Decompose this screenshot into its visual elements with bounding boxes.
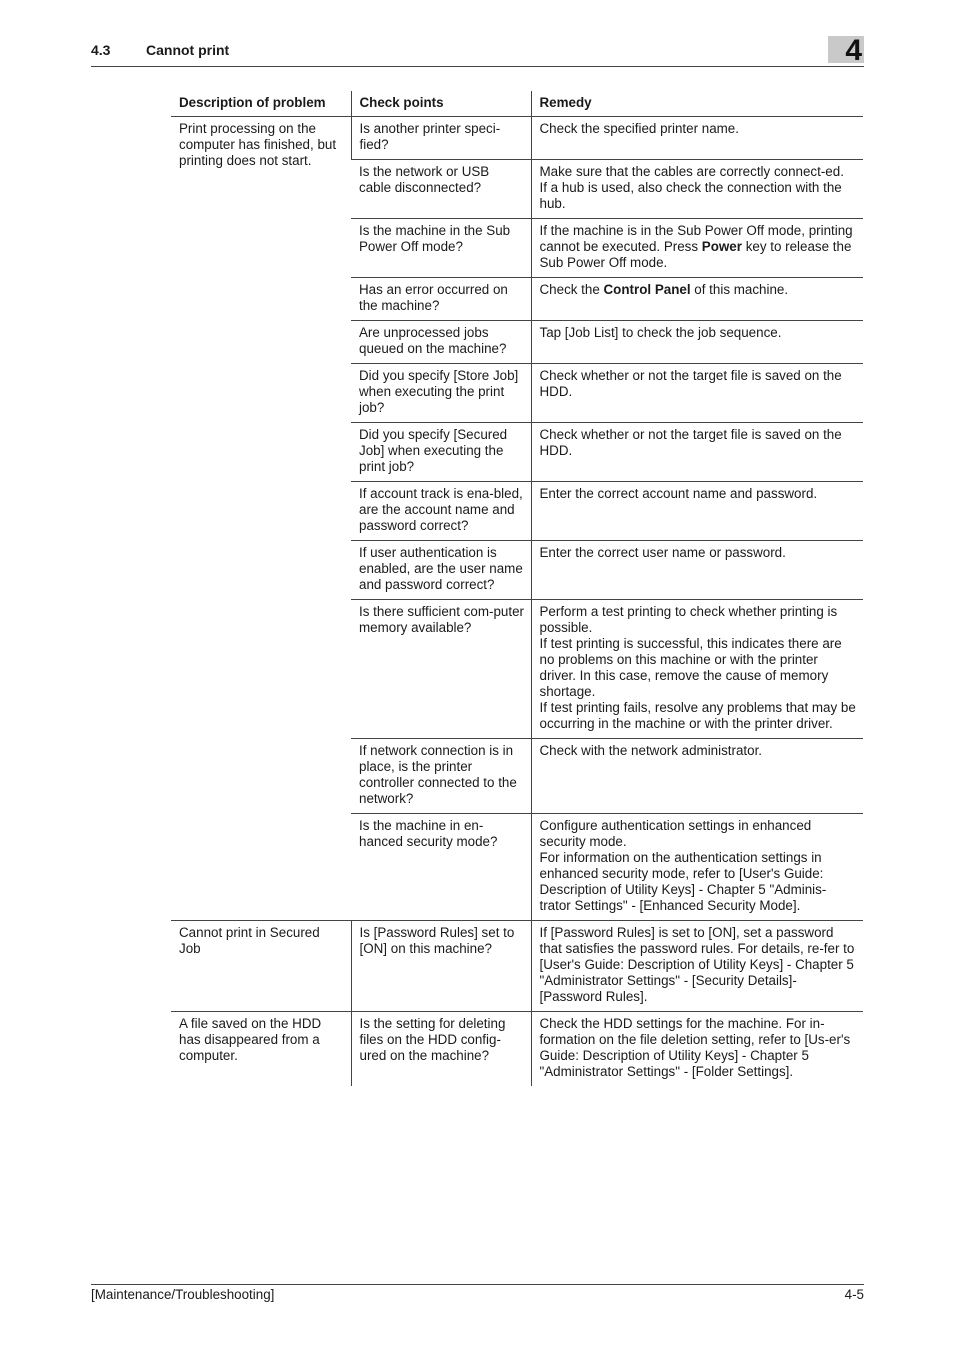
remedy-cell	[531, 160, 863, 219]
section-title: Cannot print	[146, 42, 230, 58]
remedy-line: If test printing fails, resolve any problems that may be occurring in the machine or with the printer driver.	[539, 700, 856, 731]
page-number: 4-5	[844, 1287, 864, 1302]
remedy-cell	[531, 423, 863, 482]
remedy-line: Enter the correct account name and password.	[539, 486, 818, 501]
problem-cell: Cannot print in Secured Job	[171, 921, 351, 1012]
table-body	[171, 117, 863, 1087]
remedy-line: Check the HDD settings for the machine. For in-formation on the file deletion setting, refer to [Us-er's Guide: Description of Utility Keys] - Chapter 5 "Administrator Settings" - [Folder Settings].	[539, 1016, 851, 1079]
remedy-line: For information on the authentication settings in enhanced security mode, refer to [User's Guide: Description of Utility Keys] - Chapter 5 "Adminis-trator Settings" - [Enhanced Security Mode].	[539, 850, 827, 913]
page-footer	[91, 1284, 864, 1302]
table-header-row	[171, 91, 863, 117]
remedy-text: Check the	[539, 282, 604, 297]
remedy-line: Check whether or not the target file is saved on the HDD.	[539, 427, 842, 458]
table-row	[171, 117, 863, 160]
column-header-check-points: Check points	[351, 91, 531, 117]
remedy-cell	[531, 117, 863, 160]
problem-cell: A file saved on the HDD has disappeared from a computer.	[179, 1016, 322, 1063]
remedy-line: Check whether or not the target file is saved on the HDD.	[539, 368, 842, 399]
remedy-line: Enter the correct user name or password.	[539, 545, 786, 560]
check-point-cell: If user authentication is enabled, are the user name and password correct?	[351, 541, 531, 600]
remedy-line: Check with the network administrator.	[539, 743, 763, 758]
table-row	[171, 1012, 863, 1087]
remedy-cell	[531, 600, 863, 739]
remedy-line: If a hub is used, also check the connection with the hub.	[539, 180, 842, 211]
check-point-cell: Is another printer speci-fied?	[351, 117, 531, 160]
check-point-cell: Are unprocessed jobs queued on the machine?	[351, 321, 531, 364]
remedy-cell	[531, 921, 863, 1012]
section-number: 4.3	[91, 42, 111, 58]
troubleshooting-table	[171, 91, 863, 1086]
remedy-cell	[531, 321, 863, 364]
remedy-line: Make sure that the cables are correctly connect-ed.	[539, 164, 844, 179]
remedy-key-name: Control Panel	[603, 282, 691, 297]
remedy-cell	[531, 278, 863, 321]
remedy-line: Tap [Job List] to check the job sequence.	[539, 325, 782, 340]
remedy-key-name: Power	[701, 239, 742, 254]
check-point-cell: Is the setting for deleting files on the HDD config-ured on the machine?	[351, 1012, 531, 1087]
chapter-badge: 4	[828, 36, 864, 63]
remedy-cell	[531, 814, 863, 921]
page-header	[91, 34, 864, 67]
remedy-line: If [Password Rules] is set to [ON], set a password that satisfies the password rules. For details, re-fer to [User's Guide: Description of Utility Keys] - Chapter 5 "Administrator Settings" - [Security Details]-[Password Rules].	[539, 925, 855, 1004]
remedy-cell	[531, 1012, 863, 1087]
remedy-cell	[531, 364, 863, 423]
remedy-line: Check the specified printer name.	[539, 121, 739, 136]
remedy-line: Perform a test printing to check whether printing is possible.	[539, 604, 838, 635]
table-row	[171, 921, 863, 1012]
column-header-problem: Description of problem	[171, 91, 351, 117]
check-point-cell: Did you specify [Store Job] when executing the print job?	[351, 364, 531, 423]
check-point-cell: Has an error occurred on the machine?	[351, 278, 531, 321]
remedy-cell	[531, 482, 863, 541]
check-point-cell: If network connection is in place, is the printer controller connected to the network?	[351, 739, 531, 814]
remedy-cell	[531, 739, 863, 814]
footer-manual-title: [Maintenance/Troubleshooting]	[91, 1287, 275, 1302]
column-header-remedy: Remedy	[531, 91, 863, 117]
remedy-text: If the machine is in the Sub Power Off mode, printing cannot be executed. Press	[539, 223, 853, 254]
check-point-cell: Is [Password Rules] set to [ON] on this machine?	[351, 921, 531, 1012]
check-point-cell: Is the network or USB cable disconnected?	[351, 160, 531, 219]
remedy-line: Configure authentication settings in enhanced security mode.	[539, 818, 812, 849]
check-point-cell: Is there sufficient com-puter memory available?	[351, 600, 531, 739]
problem-cell: Print processing on the computer has finished, but printing does not start.	[171, 117, 351, 921]
check-point-cell: Did you specify [Secured Job] when executing the print job?	[351, 423, 531, 482]
check-point-cell: If account track is ena-bled, are the account name and password correct?	[351, 482, 531, 541]
remedy-text: key to release the Sub Power Off mode.	[539, 239, 852, 270]
remedy-line: If test printing is successful, this indicates there are no problems on this machine or with the printer driver. In this case, remove the cause of memory shortage.	[539, 636, 842, 699]
remedy-cell	[531, 541, 863, 600]
check-point-cell: Is the machine in en-hanced security mode?	[351, 814, 531, 921]
check-point-cell: Is the machine in the Sub Power Off mode?	[351, 219, 531, 278]
remedy-cell	[531, 219, 863, 278]
remedy-text: of this machine.	[690, 282, 789, 297]
